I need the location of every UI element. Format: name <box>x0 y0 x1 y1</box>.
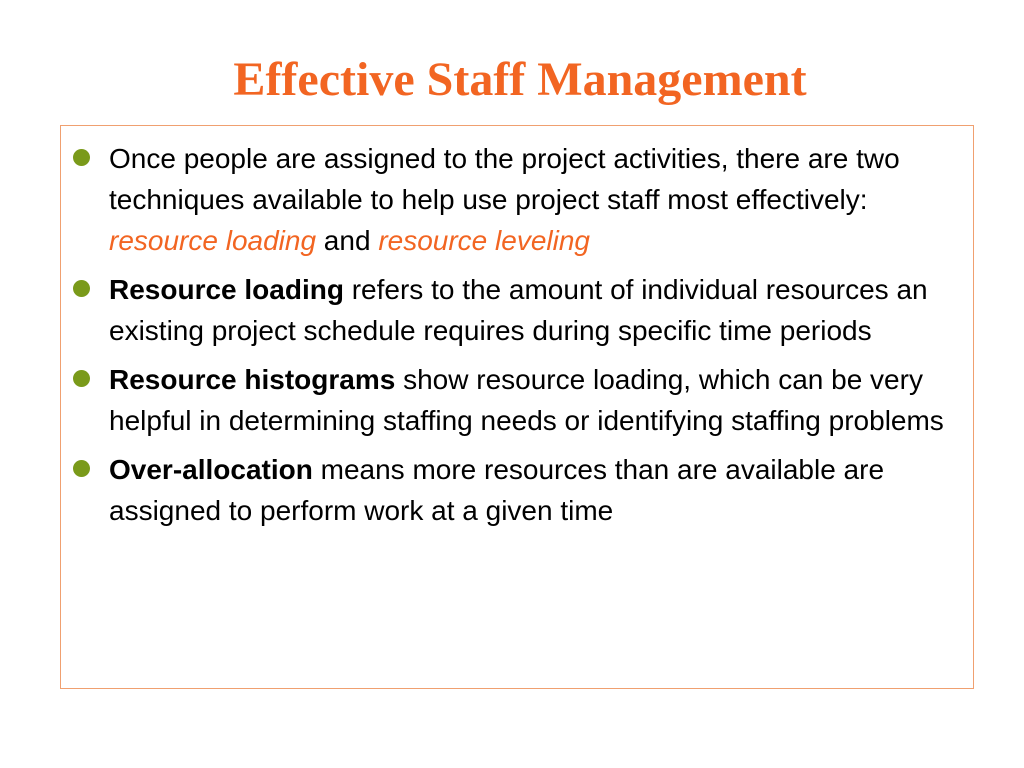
bullet-text: and <box>316 225 379 256</box>
bullet-text: show resource loading, which can be very helpful in determining staffing needs or identifying staffing problems <box>109 364 944 436</box>
bullet-item-over-allocation <box>73 449 963 531</box>
bullet-text: refers to the amount of individual resources an existing project schedule requires during specific time periods <box>109 274 928 346</box>
slide-title: Effective Staff Management <box>233 53 807 106</box>
bold-term: Resource loading <box>109 274 344 305</box>
bullet-dot-icon <box>73 370 90 387</box>
bullet-text: Once people are assigned to the project activities, there are two techniques available to help use project staff most effectively: <box>109 143 900 215</box>
emphasis-term: resource leveling <box>378 225 590 256</box>
bold-term: Resource histograms <box>109 364 396 395</box>
bullet-item-resource-histograms <box>73 359 963 441</box>
bullet-item-resource-loading <box>73 269 963 351</box>
bullet-dot-icon <box>73 280 90 297</box>
bullet-list <box>73 138 963 539</box>
content-box <box>60 125 974 689</box>
bullet-text: means more resources than are available are assigned to perform work at a given time <box>109 454 885 526</box>
bullet-item-techniques <box>73 138 963 261</box>
emphasis-term: resource loading <box>109 225 317 256</box>
bullet-dot-icon <box>73 149 90 166</box>
bold-term: Over-allocation <box>109 454 313 485</box>
bullet-dot-icon <box>73 460 90 477</box>
